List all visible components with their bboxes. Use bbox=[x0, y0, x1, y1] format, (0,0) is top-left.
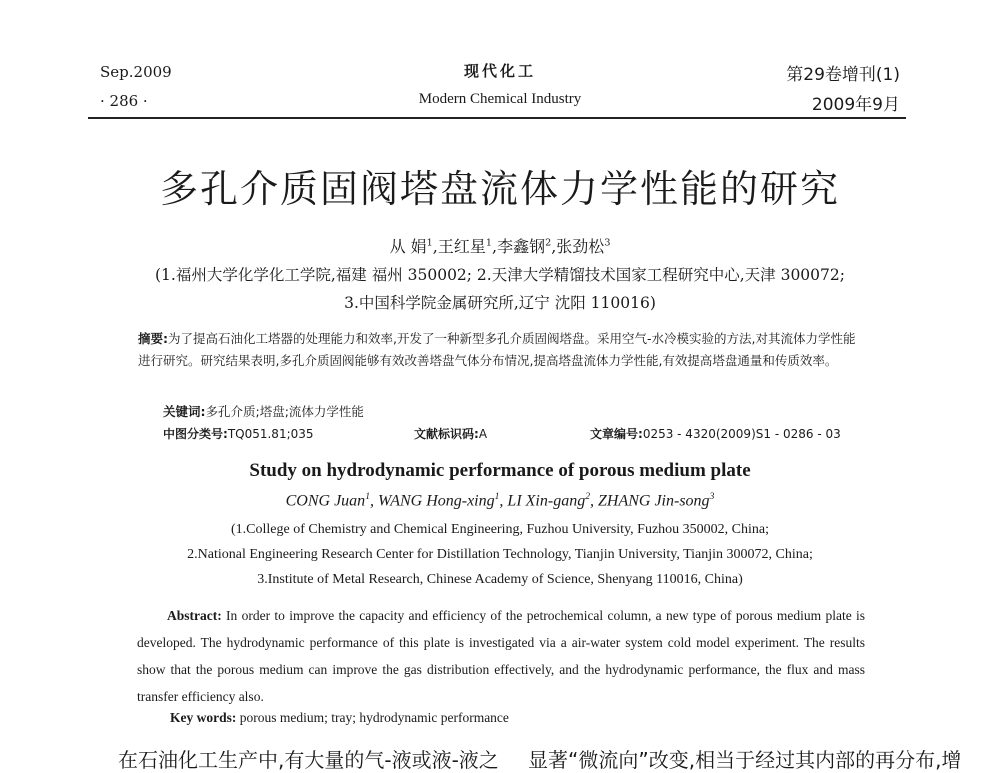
author-cn: 王红星 bbox=[437, 237, 486, 256]
keywords-en-text: porous medium; tray; hydrodynamic performance bbox=[239, 710, 509, 725]
authors-en: CONG Juan$^1$, WANG Hong-xing$^1$, LI Xin-gang$^2$, ZHANG Jin-song$^3$ bbox=[285, 491, 715, 510]
keywords-cn bbox=[163, 402, 364, 420]
authors-cn: 从 娟$^1$,王红星$^1$,李鑫钢$^2$,张劲松$^3$ bbox=[389, 237, 611, 256]
body-text-column-2: 显著“微流向”改变,相当于经过其内部的再分布,增 bbox=[528, 748, 962, 772]
journal-name-cn: 现代化工 bbox=[463, 62, 536, 80]
affiliation-cn-line: (1.福州大学化学化工学院,福建 福州 350002; 2.天津大学精馏技术国家工程研究中心,天津 300072; bbox=[155, 266, 845, 284]
keywords-en bbox=[170, 710, 509, 726]
doc-code-value: A bbox=[478, 427, 488, 441]
author-cn: 从 娟 bbox=[389, 237, 427, 256]
author-sup: 1 bbox=[365, 491, 370, 502]
journal-name-en: Modern Chemical Industry bbox=[418, 91, 582, 107]
header-date: Sep.2009 bbox=[100, 63, 172, 81]
keywords-en-label: Key words: bbox=[170, 710, 237, 725]
header-rule bbox=[88, 117, 906, 119]
header-page-number: · 286 · bbox=[100, 92, 148, 110]
article-number-value: 0253 - 4320(2009)S1 - 0286 - 03 bbox=[642, 427, 841, 441]
author-en: CONG Juan bbox=[285, 492, 366, 510]
affiliation-en-line: 3.Institute of Metal Research, Chinese Academy of Science, Shenyang 110016, China) bbox=[257, 572, 743, 587]
clc-label: 中图分类号: bbox=[163, 427, 228, 441]
abstract-en-text: In order to improve the capacity and efficiency of the petrochemical column, a new type of porous medium plate is developed. The hydrodynamic performance of this plate is investigated via a air-water system cold model experiment. The results show that the porous medium can improve the gas distribution effectively, and the hydrodynamic performance, the flux and mass transfer efficiency also. bbox=[137, 608, 865, 704]
author-sup: 3 bbox=[604, 237, 611, 249]
clc-value: TQ051.81;035 bbox=[227, 427, 314, 441]
title-en: Study on hydrodynamic performance of porous medium plate bbox=[249, 460, 751, 481]
abstract-cn bbox=[138, 328, 864, 372]
author-sup: 1 bbox=[485, 237, 492, 249]
abstract-cn-label: 摘要: bbox=[138, 331, 168, 346]
keywords-cn-text: 多孔介质;塔盘;流体力学性能 bbox=[205, 404, 364, 419]
abstract-en bbox=[137, 602, 865, 710]
article-number-label: 文章编号: bbox=[590, 427, 643, 441]
article-number bbox=[590, 425, 841, 442]
author-sup: 1 bbox=[494, 491, 500, 502]
affiliation-en-line: (1.College of Chemistry and Chemical Engineering, Fuzhou University, Fuzhou 350002, China; bbox=[230, 522, 769, 537]
author-en: ZHANG Jin-song bbox=[598, 492, 710, 510]
author-en: LI Xin-gang bbox=[507, 492, 586, 510]
author-cn: 李鑫钢 bbox=[497, 237, 546, 256]
author-sup: 2 bbox=[545, 237, 552, 249]
document-code bbox=[414, 425, 487, 442]
clc-number bbox=[163, 425, 314, 442]
author-sup: 2 bbox=[585, 491, 590, 502]
author-cn: 张劲松 bbox=[556, 237, 605, 256]
volume-issue: 第29卷增刊(1) bbox=[786, 65, 900, 85]
keywords-cn-label: 关键词: bbox=[163, 404, 206, 419]
body-text-column-1: 在石油化工生产中,有大量的气-液或液-液之 bbox=[118, 748, 499, 772]
author-en: WANG Hong-xing bbox=[377, 492, 495, 510]
author-sup: 3 bbox=[709, 491, 715, 502]
abstract-en-label: Abstract: bbox=[167, 608, 222, 623]
issue-date-cn: 2009年9月 bbox=[811, 95, 900, 115]
abstract-cn-text: 为了提高石油化工塔器的处理能力和效率,开发了一种新型多孔介质固阀塔盘。采用空气-水冷模实验的方法,对其流体力学性能进行研究。研究结果表明,多孔介质固阀能够有效改善塔盘气体分布情况,提高塔盘流体力学性能,有效提高塔盘通量和传质效率。 bbox=[138, 331, 856, 368]
affiliation-cn-line: 3.中国科学院金属研究所,辽宁 沈阳 110016) bbox=[344, 294, 656, 312]
doc-code-label: 文献标识码: bbox=[414, 427, 479, 441]
author-sup: 1 bbox=[426, 237, 433, 249]
affiliation-en-line: 2.National Engineering Research Center for Distillation Technology, Tianjin University, Tianjin 300072, China; bbox=[187, 547, 813, 562]
title-cn: 多孔介质固阀塔盘流体力学性能的研究 bbox=[159, 167, 840, 211]
